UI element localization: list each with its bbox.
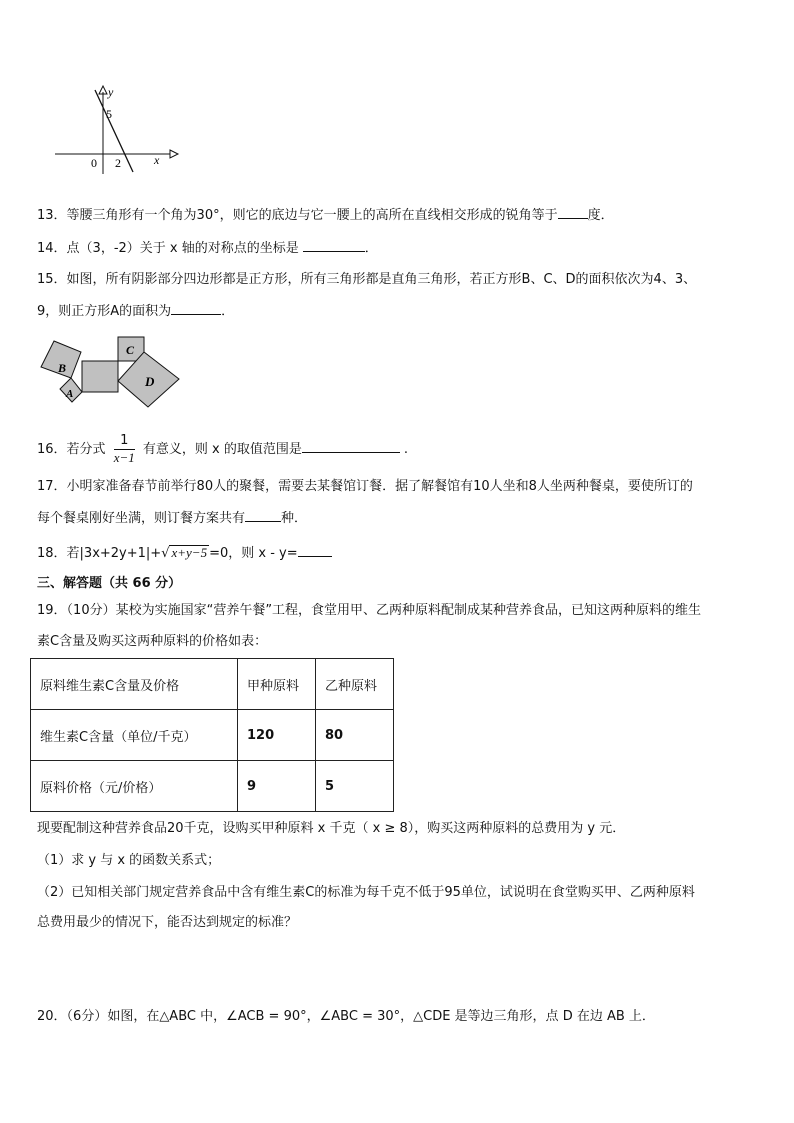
question-14: [37, 239, 378, 258]
vitamin-table: [30, 658, 394, 812]
table-cell: 80: [316, 710, 394, 761]
line-graph: [50, 84, 180, 176]
question-19-sub2-line2: 总费用最少的情况下，能否达到规定的标准？: [37, 915, 298, 930]
x-tick-label: 2: [115, 156, 121, 170]
q16-fraction: [114, 433, 135, 466]
q16-middle: 有意义，则 x 的取值范围是: [142, 442, 302, 457]
square-a-label: A: [66, 388, 74, 400]
y-axis-label: y: [108, 85, 114, 99]
table-row: [31, 710, 394, 761]
q16-denominator: x−1: [113, 450, 135, 465]
q17-suffix: 种．: [281, 511, 308, 526]
section-3-heading: 三、解答题（共 66 分）: [37, 576, 182, 591]
q18-prefix: 18．若|3x+2y+1|+: [37, 546, 162, 561]
q16-prefix: 16．若分式: [37, 442, 106, 457]
q18-middle: =0，则 x - y=: [209, 546, 298, 561]
q15-answer-blank[interactable]: [171, 302, 221, 315]
square-b-label: B: [58, 361, 67, 375]
q13-answer-blank[interactable]: [558, 206, 588, 219]
origin-label: 0: [91, 156, 97, 170]
question-16: [37, 430, 408, 470]
question-19-sub1: （1）求 y 与 x 的函数关系式；: [37, 853, 221, 868]
q17-answer-blank[interactable]: [245, 509, 281, 522]
table-row: [31, 761, 394, 812]
q14-text: 14．点（3，-2）关于 x 轴的对称点的坐标是: [37, 241, 299, 256]
question-17-line2: [37, 509, 307, 528]
y-tick-label: 5: [106, 107, 112, 121]
table-header-cell: 原料维生素C含量及价格: [31, 659, 238, 710]
table-header-row: [31, 659, 394, 710]
table-cell: 120: [238, 710, 316, 761]
table-header-cell: 甲种原料: [238, 659, 316, 710]
q16-answer-blank[interactable]: [302, 440, 400, 453]
question-19-sub2-line1: （2）已知相关部门规定营养食品中含有维生素C的标准为每千克不低于95单位，试说明在食堂购买甲、乙两种原料: [37, 885, 695, 900]
q15-text: 9，则正方形A的面积为: [37, 304, 172, 319]
question-13: [37, 206, 614, 225]
q16-suffix: .: [403, 442, 408, 457]
q14-suffix: ．: [364, 241, 378, 256]
question-19-after-table: 现要配制这种营养食品20千克，设购买甲种原料 x 千克（ x ≥ 8），购买这两种原料的总费用为 y 元．: [37, 821, 626, 836]
square-c-label: C: [126, 343, 135, 357]
q18-radicand: x+y−5: [171, 545, 208, 560]
table-cell: 5: [316, 761, 394, 812]
q13-text: 13．等腰三角形有一个角为30°，则它的底边与它一腰上的高所在直线相交形成的锐角等于: [37, 208, 558, 223]
table-cell: 9: [238, 761, 316, 812]
q13-suffix: 度．: [587, 208, 614, 223]
square-d-label: D: [145, 374, 155, 389]
question-15-line1: 15．如图，所有阴影部分四边形都是正方形，所有三角形都是直角三角形，若正方形B、C、D的面积依次为4、3、: [37, 272, 697, 287]
table-header-cell: 乙种原料: [316, 659, 394, 710]
q16-numerator: 1: [114, 433, 135, 450]
squares-figure: [38, 334, 184, 408]
question-19-line1: 19．（10分）某校为实施国家“营养午餐”工程，食堂用甲、乙两种原料配制成某种营养食品，已知这两种原料的维生: [37, 603, 702, 618]
question-19-line2: 素C含量及购买这两种原料的价格如表：: [37, 634, 268, 649]
table-cell: 原料价格（元/价格）: [31, 761, 238, 812]
q15-suffix: ．: [221, 304, 235, 319]
table-cell: 维生素C含量（单位/千克）: [31, 710, 238, 761]
x-axis-label: x: [154, 153, 160, 167]
question-20: 20．（6分）如图，在△ABC 中，∠ACB = 90°，∠ABC = 30°，△CDE 是等边三角形，点 D 在边 AB 上．: [37, 1009, 655, 1024]
q18-answer-blank[interactable]: [298, 544, 332, 557]
q17-text: 每个餐桌刚好坐满，则订餐方案共有: [37, 511, 246, 526]
question-18: [37, 543, 332, 565]
question-15-line2: [37, 302, 234, 321]
question-17-line1: 17．小明家准备春节前举行80人的聚餐，需要去某餐馆订餐．据了解餐馆有10人坐和8人坐两种餐桌，要使所订的: [37, 479, 693, 494]
sqrt-symbol: √: [161, 546, 170, 561]
q14-answer-blank[interactable]: [303, 239, 365, 252]
